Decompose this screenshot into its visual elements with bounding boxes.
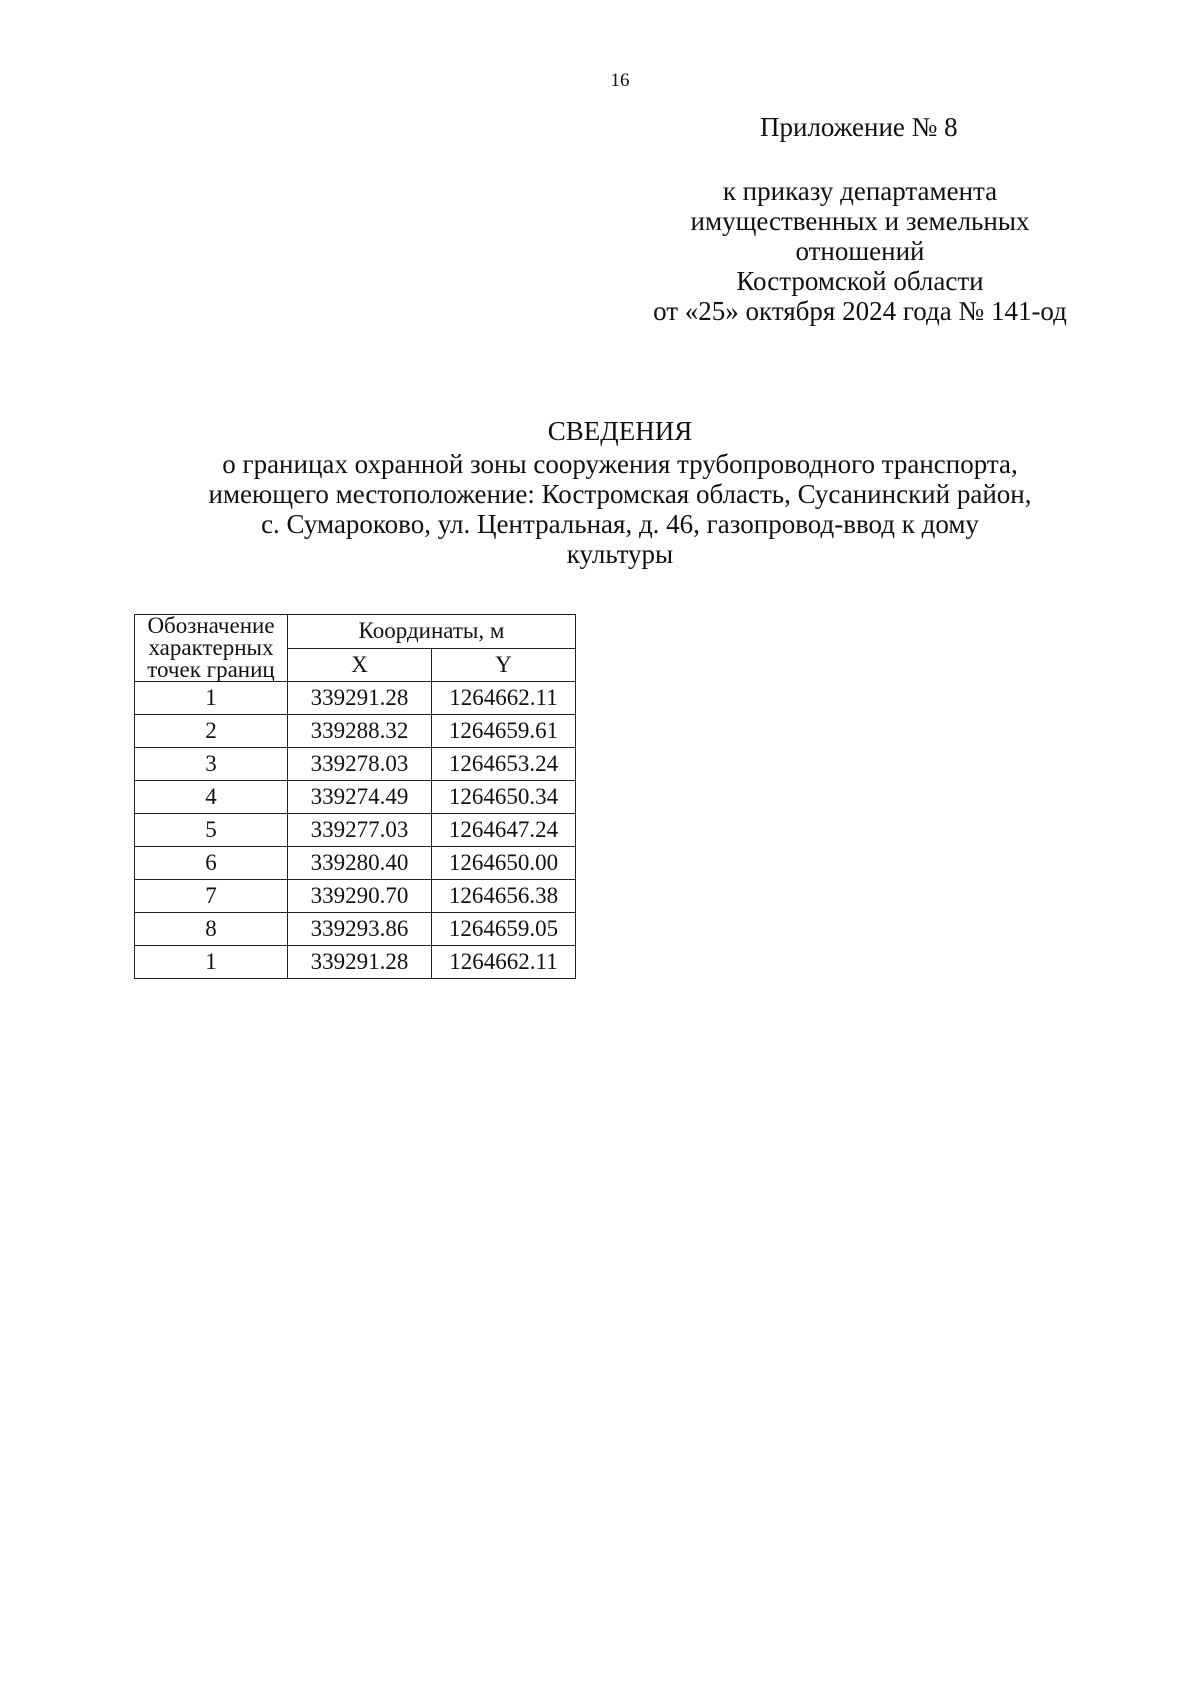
heading-title: СВЕДЕНИЯ bbox=[547, 416, 693, 446]
table-row bbox=[135, 715, 576, 748]
x-cell: 339280.40 bbox=[288, 847, 432, 880]
heading-line: культуры bbox=[566, 539, 674, 569]
table-row bbox=[135, 748, 576, 781]
point-cell: 6 bbox=[135, 847, 288, 880]
heading-line: с. Сумароково, ул. Центральная, д. 46, газопровод-ввод к дому bbox=[261, 509, 979, 539]
appendix-title: Приложение № 8 bbox=[760, 112, 958, 142]
heading-line: имеющего местоположение: Костромская область, Сусанинский район, bbox=[208, 479, 1032, 509]
x-cell: 339274.49 bbox=[288, 781, 432, 814]
x-cell: 339290.70 bbox=[288, 880, 432, 913]
order-line: имущественных и земельных bbox=[690, 206, 1030, 236]
x-header: X bbox=[288, 648, 432, 682]
y-cell: 1264650.34 bbox=[432, 781, 576, 814]
order-line: от «25» октября 2024 года № 141-од bbox=[653, 296, 1067, 326]
coordinates-table bbox=[134, 614, 576, 979]
y-cell: 1264659.61 bbox=[432, 715, 576, 748]
x-cell: 339278.03 bbox=[288, 748, 432, 781]
y-cell: 1264662.11 bbox=[432, 946, 576, 979]
y-cell: 1264653.24 bbox=[432, 748, 576, 781]
point-cell: 1 bbox=[135, 682, 288, 715]
point-header-line: Обозначение bbox=[147, 613, 275, 638]
x-cell: 339288.32 bbox=[288, 715, 432, 748]
table-row bbox=[135, 781, 576, 814]
point-cell: 7 bbox=[135, 880, 288, 913]
point-cell: 5 bbox=[135, 814, 288, 847]
x-cell: 339291.28 bbox=[288, 946, 432, 979]
point-cell: 4 bbox=[135, 781, 288, 814]
point-cell: 3 bbox=[135, 748, 288, 781]
y-header: Y bbox=[432, 648, 576, 682]
point-cell: 2 bbox=[135, 715, 288, 748]
order-reference bbox=[580, 176, 1140, 326]
y-cell: 1264662.11 bbox=[432, 682, 576, 715]
x-cell: 339293.86 bbox=[288, 913, 432, 946]
order-line: Костромской области bbox=[736, 266, 984, 296]
x-cell: 339277.03 bbox=[288, 814, 432, 847]
table-row bbox=[135, 913, 576, 946]
table-row bbox=[135, 880, 576, 913]
point-cell: 8 bbox=[135, 913, 288, 946]
y-cell: 1264647.24 bbox=[432, 814, 576, 847]
table-row bbox=[135, 814, 576, 847]
document-heading bbox=[0, 416, 1200, 569]
table-row bbox=[135, 946, 576, 979]
table-row bbox=[135, 847, 576, 880]
x-cell: 339291.28 bbox=[288, 682, 432, 715]
order-line: отношений bbox=[795, 236, 925, 266]
point-header bbox=[135, 615, 288, 682]
table-row bbox=[135, 682, 576, 715]
coordinates-header: Координаты, м bbox=[288, 615, 576, 649]
table-header-row bbox=[135, 615, 576, 649]
heading-line: о границах охранной зоны сооружения трубопроводного транспорта, bbox=[222, 449, 1018, 479]
point-header-line: характерных bbox=[148, 635, 274, 660]
point-header-line: точек границ bbox=[147, 657, 275, 682]
order-line: к приказу департамента bbox=[722, 176, 998, 206]
y-cell: 1264650.00 bbox=[432, 847, 576, 880]
page-number: 16 bbox=[610, 70, 630, 91]
point-cell: 1 bbox=[135, 946, 288, 979]
y-cell: 1264656.38 bbox=[432, 880, 576, 913]
y-cell: 1264659.05 bbox=[432, 913, 576, 946]
